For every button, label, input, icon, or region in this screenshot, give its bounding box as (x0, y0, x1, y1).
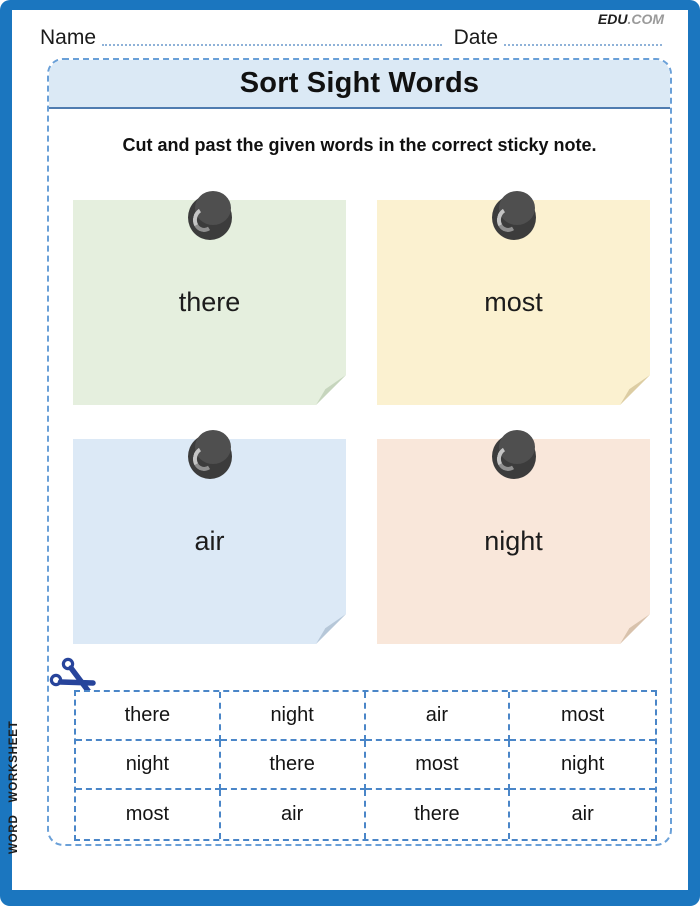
edu-com-logo (598, 12, 664, 26)
sticky-note-night (377, 439, 650, 644)
push-pin-icon (491, 191, 537, 241)
note-word: air (194, 526, 225, 556)
logo-edu-text: EDU (597, 11, 628, 27)
name-date-row (40, 27, 662, 48)
side-vertical-label: WORD WORKSHEET (8, 720, 20, 854)
cut-word-cell: air (571, 803, 594, 825)
date-label: Date (453, 26, 498, 49)
cut-out-word-table (74, 690, 657, 841)
cut-word-cell: there (366, 790, 511, 839)
sticky-note-there (73, 200, 346, 405)
folded-corner (316, 375, 346, 405)
title-bar (49, 60, 670, 109)
cut-word-cell: there (221, 741, 366, 790)
note-word: night (484, 526, 543, 556)
folded-corner (316, 614, 346, 644)
sticky-notes-grid (73, 200, 650, 644)
worksheet-panel (47, 58, 672, 846)
folded-corner (620, 375, 650, 405)
push-pin-icon (187, 191, 233, 241)
name-write-line (102, 44, 442, 46)
sticky-note-air (73, 439, 346, 644)
note-word: there (178, 287, 241, 317)
cut-word-cell: most (76, 790, 221, 839)
cut-word-cell: night (510, 741, 655, 790)
name-label: Name (40, 26, 97, 49)
cut-word-cell: most (510, 692, 655, 741)
cut-word-cell: air (221, 790, 366, 839)
note-word: most (484, 287, 543, 317)
cut-word-cell: air (366, 692, 511, 741)
sticky-note-most (377, 200, 650, 405)
push-pin-icon (187, 430, 233, 480)
cut-word-cell: there (76, 692, 221, 741)
date-write-line (504, 44, 662, 46)
page-title: Sort Sight Words (239, 67, 480, 99)
cut-word-cell: most (366, 741, 511, 790)
cut-word-cell: night (76, 741, 221, 790)
logo-com-text: .COM (627, 11, 664, 27)
cut-word-cell: night (221, 692, 366, 741)
folded-corner (620, 614, 650, 644)
push-pin-icon (491, 430, 537, 480)
instruction-text: Cut and past the given words in the correct sticky note. (122, 135, 597, 155)
